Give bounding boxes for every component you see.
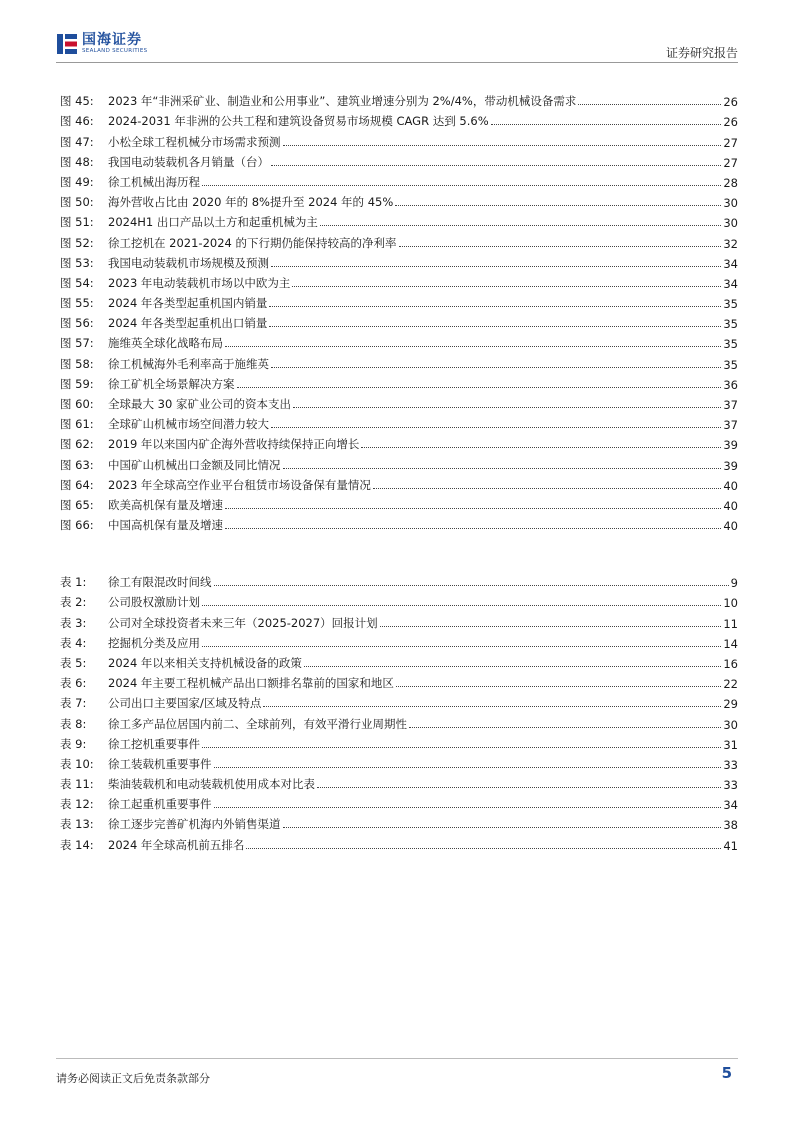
dot-leader xyxy=(225,508,721,509)
dot-leader xyxy=(263,706,721,707)
entry-title: 2024H1 出口产品以土方和起重机械为主 xyxy=(108,215,318,230)
entry-label: 图 48: xyxy=(60,154,94,169)
entry-page-number: 27 xyxy=(723,155,738,170)
entry-title: 徐工机械出海历程 xyxy=(108,174,200,189)
figure-index-entry[interactable] xyxy=(60,150,738,170)
entry-label: 图 46: xyxy=(60,114,94,129)
dot-leader xyxy=(246,848,721,849)
entry-title: 公司出口主要国家/区域及特点 xyxy=(108,696,262,711)
entry-title: 2023 年全球高空作业平台租赁市场设备保有量情况 xyxy=(108,477,371,492)
entry-label: 图 60: xyxy=(60,397,94,411)
entry-page-number: 37 xyxy=(723,418,738,433)
dot-leader xyxy=(214,585,729,586)
entry-page-number: 35 xyxy=(723,337,738,352)
table-index-entry[interactable] xyxy=(60,772,738,792)
entry-page-number: 32 xyxy=(723,236,738,251)
entry-title: 徐工有限混改时间线 xyxy=(108,575,212,590)
dot-leader xyxy=(395,205,721,206)
entry-label: 表 7: xyxy=(60,696,87,711)
figure-index-entry[interactable] xyxy=(60,513,738,533)
dot-leader xyxy=(380,626,722,627)
entry-page-number: 35 xyxy=(723,297,738,312)
figure-index-entry[interactable] xyxy=(60,170,738,190)
entry-title: 2024 年主要工程机械产品出口额排名靠前的国家和地区 xyxy=(108,676,394,691)
entry-page-number: 9 xyxy=(730,576,738,591)
entry-title: 徐工起重机重要事件 xyxy=(108,797,212,812)
entry-title: 公司股权激励计划 xyxy=(108,595,200,610)
entry-label: 图 62: xyxy=(60,437,94,452)
entry-page-number: 29 xyxy=(723,697,738,712)
dot-leader xyxy=(225,346,721,347)
table-index-entry[interactable] xyxy=(60,610,738,630)
dot-leader xyxy=(293,407,721,408)
entry-label: 图 52: xyxy=(60,235,94,250)
entry-page-number: 31 xyxy=(723,737,738,752)
figure-index-entry[interactable] xyxy=(60,351,738,371)
page-number: 5 xyxy=(721,1064,732,1082)
footer-divider xyxy=(56,1058,738,1059)
entry-title: 挖掘机分类及应用 xyxy=(108,635,200,650)
table-index-list xyxy=(60,570,738,853)
figure-index-entry[interactable] xyxy=(60,89,738,109)
entry-label: 表 6: xyxy=(60,676,87,691)
entry-title: 欧美高机保有量及增速 xyxy=(108,497,223,512)
entry-title: 公司对全球投资者未来三年（2025-2027）回报计划 xyxy=(108,615,378,630)
report-type-label: 证券研究报告 xyxy=(665,46,738,60)
entry-page-number: 39 xyxy=(723,438,738,453)
dot-leader xyxy=(269,326,721,327)
table-index-entry[interactable] xyxy=(60,570,738,590)
entry-title: 徐工机械海外毛利率高于施维英 xyxy=(108,356,269,371)
entry-title: 2024-2031 年非洲的公共工程和建筑设备贸易市场规模 CAGR 达到 5.6% xyxy=(108,114,489,129)
entry-title: 2019 年以来国内矿企海外营收持续保持正向增长 xyxy=(108,437,360,452)
entry-page-number: 35 xyxy=(723,357,738,372)
entry-label: 表 12: xyxy=(60,797,94,812)
entry-page-number: 22 xyxy=(723,677,738,692)
entry-page-number: 28 xyxy=(723,175,738,190)
entry-title: 徐工装载机重要事件 xyxy=(108,756,212,771)
dot-leader xyxy=(225,528,721,529)
entry-page-number: 16 xyxy=(723,656,738,671)
dot-leader xyxy=(269,306,721,307)
entry-page-number: 11 xyxy=(723,616,738,631)
figure-index-entry[interactable] xyxy=(60,452,738,472)
entry-label: 图 66: xyxy=(60,518,94,533)
entry-title: 徐工逐步完善矿机海内外销售渠道 xyxy=(108,817,281,832)
figure-index-list xyxy=(60,89,738,533)
entry-label: 图 59: xyxy=(60,376,94,391)
entry-label: 表 5: xyxy=(60,655,87,670)
entry-label: 图 45: xyxy=(60,94,94,109)
entry-title: 2024 年以来相关支持机械设备的政策 xyxy=(108,655,302,670)
entry-title: 我国电动装载机各月销量（台） xyxy=(108,154,269,169)
company-logo xyxy=(56,30,147,58)
header-divider xyxy=(56,62,738,63)
figure-index-entry[interactable] xyxy=(60,372,738,392)
figure-index-entry[interactable] xyxy=(60,271,738,291)
dot-leader xyxy=(202,646,721,647)
dot-leader xyxy=(491,124,722,125)
entry-page-number: 34 xyxy=(723,256,738,271)
entry-page-number: 38 xyxy=(723,818,738,833)
entry-page-number: 26 xyxy=(723,115,738,130)
dot-leader xyxy=(292,286,721,287)
dot-leader xyxy=(271,427,721,428)
entry-title: 我国电动装载机市场规模及预测 xyxy=(108,255,269,270)
dot-leader xyxy=(396,686,721,687)
dot-leader xyxy=(271,266,721,267)
entry-title: 施维英全球化战略布局 xyxy=(108,336,223,351)
entry-title: 2024 年全球高机前五排名 xyxy=(108,837,245,852)
logo-chinese-name: 国海证券 xyxy=(82,32,142,49)
entry-page-number: 33 xyxy=(723,757,738,772)
entry-label: 图 54: xyxy=(60,275,94,290)
entry-page-number: 27 xyxy=(723,135,738,150)
entry-label: 图 63: xyxy=(60,457,94,472)
table-index-entry[interactable] xyxy=(60,711,738,731)
entry-title: 徐工挖机在 2021-2024 的下行期仍能保持较高的净利率 xyxy=(108,235,397,250)
entry-label: 图 65: xyxy=(60,497,94,512)
entry-label: 图 55: xyxy=(60,296,94,311)
entry-title: 徐工矿机全场景解决方案 xyxy=(108,376,235,391)
entry-label: 表 13: xyxy=(60,817,94,832)
entry-label: 图 47: xyxy=(60,134,94,149)
table-index-entry[interactable] xyxy=(60,590,738,610)
entry-title: 2023 年“非洲采矿业、制造业和公用事业”、建筑业增速分别为 2%/4%，带动机械设备需求 xyxy=(108,94,577,109)
entry-page-number: 30 xyxy=(723,216,738,231)
entry-label: 表 9: xyxy=(60,736,87,751)
entry-label: 表 10: xyxy=(60,756,94,771)
entry-title: 2024 年各类型起重机出口销量 xyxy=(108,316,268,331)
dot-leader xyxy=(202,185,721,186)
logo-english-name: SEALAND SECURITIES xyxy=(82,48,148,55)
entry-label: 图 49: xyxy=(60,174,94,189)
entry-title: 全球最大 30 家矿业公司的资本支出 xyxy=(108,397,291,411)
entry-title: 全球矿山机械市场空间潜力较大 xyxy=(108,417,269,432)
entry-page-number: 37 xyxy=(723,398,738,412)
entry-title: 小松全球工程机械分市场需求预测 xyxy=(108,134,281,149)
table-index-entry[interactable] xyxy=(60,651,738,671)
dot-leader xyxy=(399,246,722,247)
figure-index-entry[interactable] xyxy=(60,392,738,412)
dot-leader xyxy=(317,787,721,788)
entry-label: 表 11: xyxy=(60,777,94,792)
entry-label: 表 14: xyxy=(60,837,94,852)
entry-label: 图 53: xyxy=(60,255,94,270)
entry-label: 图 50: xyxy=(60,195,94,210)
entry-label: 图 64: xyxy=(60,477,94,492)
dot-leader xyxy=(202,605,721,606)
figure-index-entry[interactable] xyxy=(60,291,738,311)
figure-index-entry[interactable] xyxy=(60,251,738,271)
dot-leader xyxy=(214,767,722,768)
figure-index-entry[interactable] xyxy=(60,493,738,513)
entry-page-number: 26 xyxy=(723,95,738,110)
table-index-entry[interactable] xyxy=(60,752,738,772)
entry-label: 表 3: xyxy=(60,615,87,630)
disclaimer-text: 请务必阅读正文后免责条款部分 xyxy=(56,1072,210,1085)
entry-label: 图 61: xyxy=(60,417,94,432)
entry-title: 徐工挖机重要事件 xyxy=(108,736,200,751)
table-index-entry[interactable] xyxy=(60,832,738,852)
entry-page-number: 39 xyxy=(723,458,738,473)
entry-title: 中国高机保有量及增速 xyxy=(108,518,223,533)
figure-index-entry[interactable] xyxy=(60,190,738,210)
entry-page-number: 34 xyxy=(723,276,738,291)
entry-title: 2024 年各类型起重机国内销量 xyxy=(108,296,268,311)
figure-index-entry[interactable] xyxy=(60,129,738,149)
table-index-entry[interactable] xyxy=(60,631,738,651)
entry-label: 表 8: xyxy=(60,716,87,731)
entry-page-number: 36 xyxy=(723,377,738,392)
entry-label: 图 57: xyxy=(60,336,94,351)
table-index-entry[interactable] xyxy=(60,792,738,812)
dot-leader xyxy=(283,827,722,828)
page-header xyxy=(0,0,794,70)
figure-index-entry[interactable] xyxy=(60,210,738,230)
entry-page-number: 10 xyxy=(723,596,738,611)
entry-page-number: 35 xyxy=(723,317,738,332)
entry-page-number: 33 xyxy=(723,778,738,793)
table-index-entry[interactable] xyxy=(60,732,738,752)
entry-title: 柴油装载机和电动装载机使用成本对比表 xyxy=(108,777,315,792)
entry-label: 图 58: xyxy=(60,356,94,371)
dot-leader xyxy=(271,165,721,166)
entry-label: 图 56: xyxy=(60,316,94,331)
entry-title: 徐工多产品位居国内前二、全球前列，有效平滑行业周期性 xyxy=(108,716,407,731)
entry-label: 表 4: xyxy=(60,635,87,650)
entry-page-number: 40 xyxy=(723,519,738,534)
table-index-entry[interactable] xyxy=(60,691,738,711)
dot-leader xyxy=(320,225,721,226)
entry-label: 表 1: xyxy=(60,575,87,590)
entry-title: 中国矿山机械出口金额及同比情况 xyxy=(108,457,281,472)
entry-page-number: 30 xyxy=(723,717,738,732)
table-index-entry[interactable] xyxy=(60,671,738,691)
sealand-logo-icon xyxy=(56,32,78,56)
entry-label: 表 2: xyxy=(60,595,87,610)
dot-leader xyxy=(361,447,721,448)
entry-page-number: 30 xyxy=(723,196,738,211)
dot-leader xyxy=(237,387,722,388)
entry-title: 海外营收占比由 2020 年的 8%提升至 2024 年的 45% xyxy=(108,195,394,210)
dot-leader xyxy=(409,727,721,728)
figure-index-entry[interactable] xyxy=(60,311,738,331)
dot-leader xyxy=(283,145,722,146)
table-index-entry[interactable] xyxy=(60,812,738,832)
entry-page-number: 41 xyxy=(723,838,738,853)
entry-label: 图 51: xyxy=(60,215,94,230)
entry-page-number: 40 xyxy=(723,498,738,513)
dot-leader xyxy=(214,807,722,808)
entry-title: 2023 年电动装载机市场以中欧为主 xyxy=(108,275,291,290)
figure-index-entry[interactable] xyxy=(60,473,738,493)
entry-page-number: 34 xyxy=(723,798,738,813)
dot-leader xyxy=(202,747,721,748)
entry-page-number: 40 xyxy=(723,478,738,493)
figure-index-entry[interactable] xyxy=(60,230,738,250)
dot-leader xyxy=(578,104,721,105)
dot-leader xyxy=(283,468,722,469)
figure-index-entry[interactable] xyxy=(60,412,738,432)
dot-leader xyxy=(304,666,721,667)
dot-leader xyxy=(271,367,721,368)
dot-leader xyxy=(373,488,721,489)
figure-index-entry[interactable] xyxy=(60,109,738,129)
figure-index-entry[interactable] xyxy=(60,331,738,351)
figure-index-entry[interactable] xyxy=(60,432,738,452)
entry-page-number: 14 xyxy=(723,636,738,651)
